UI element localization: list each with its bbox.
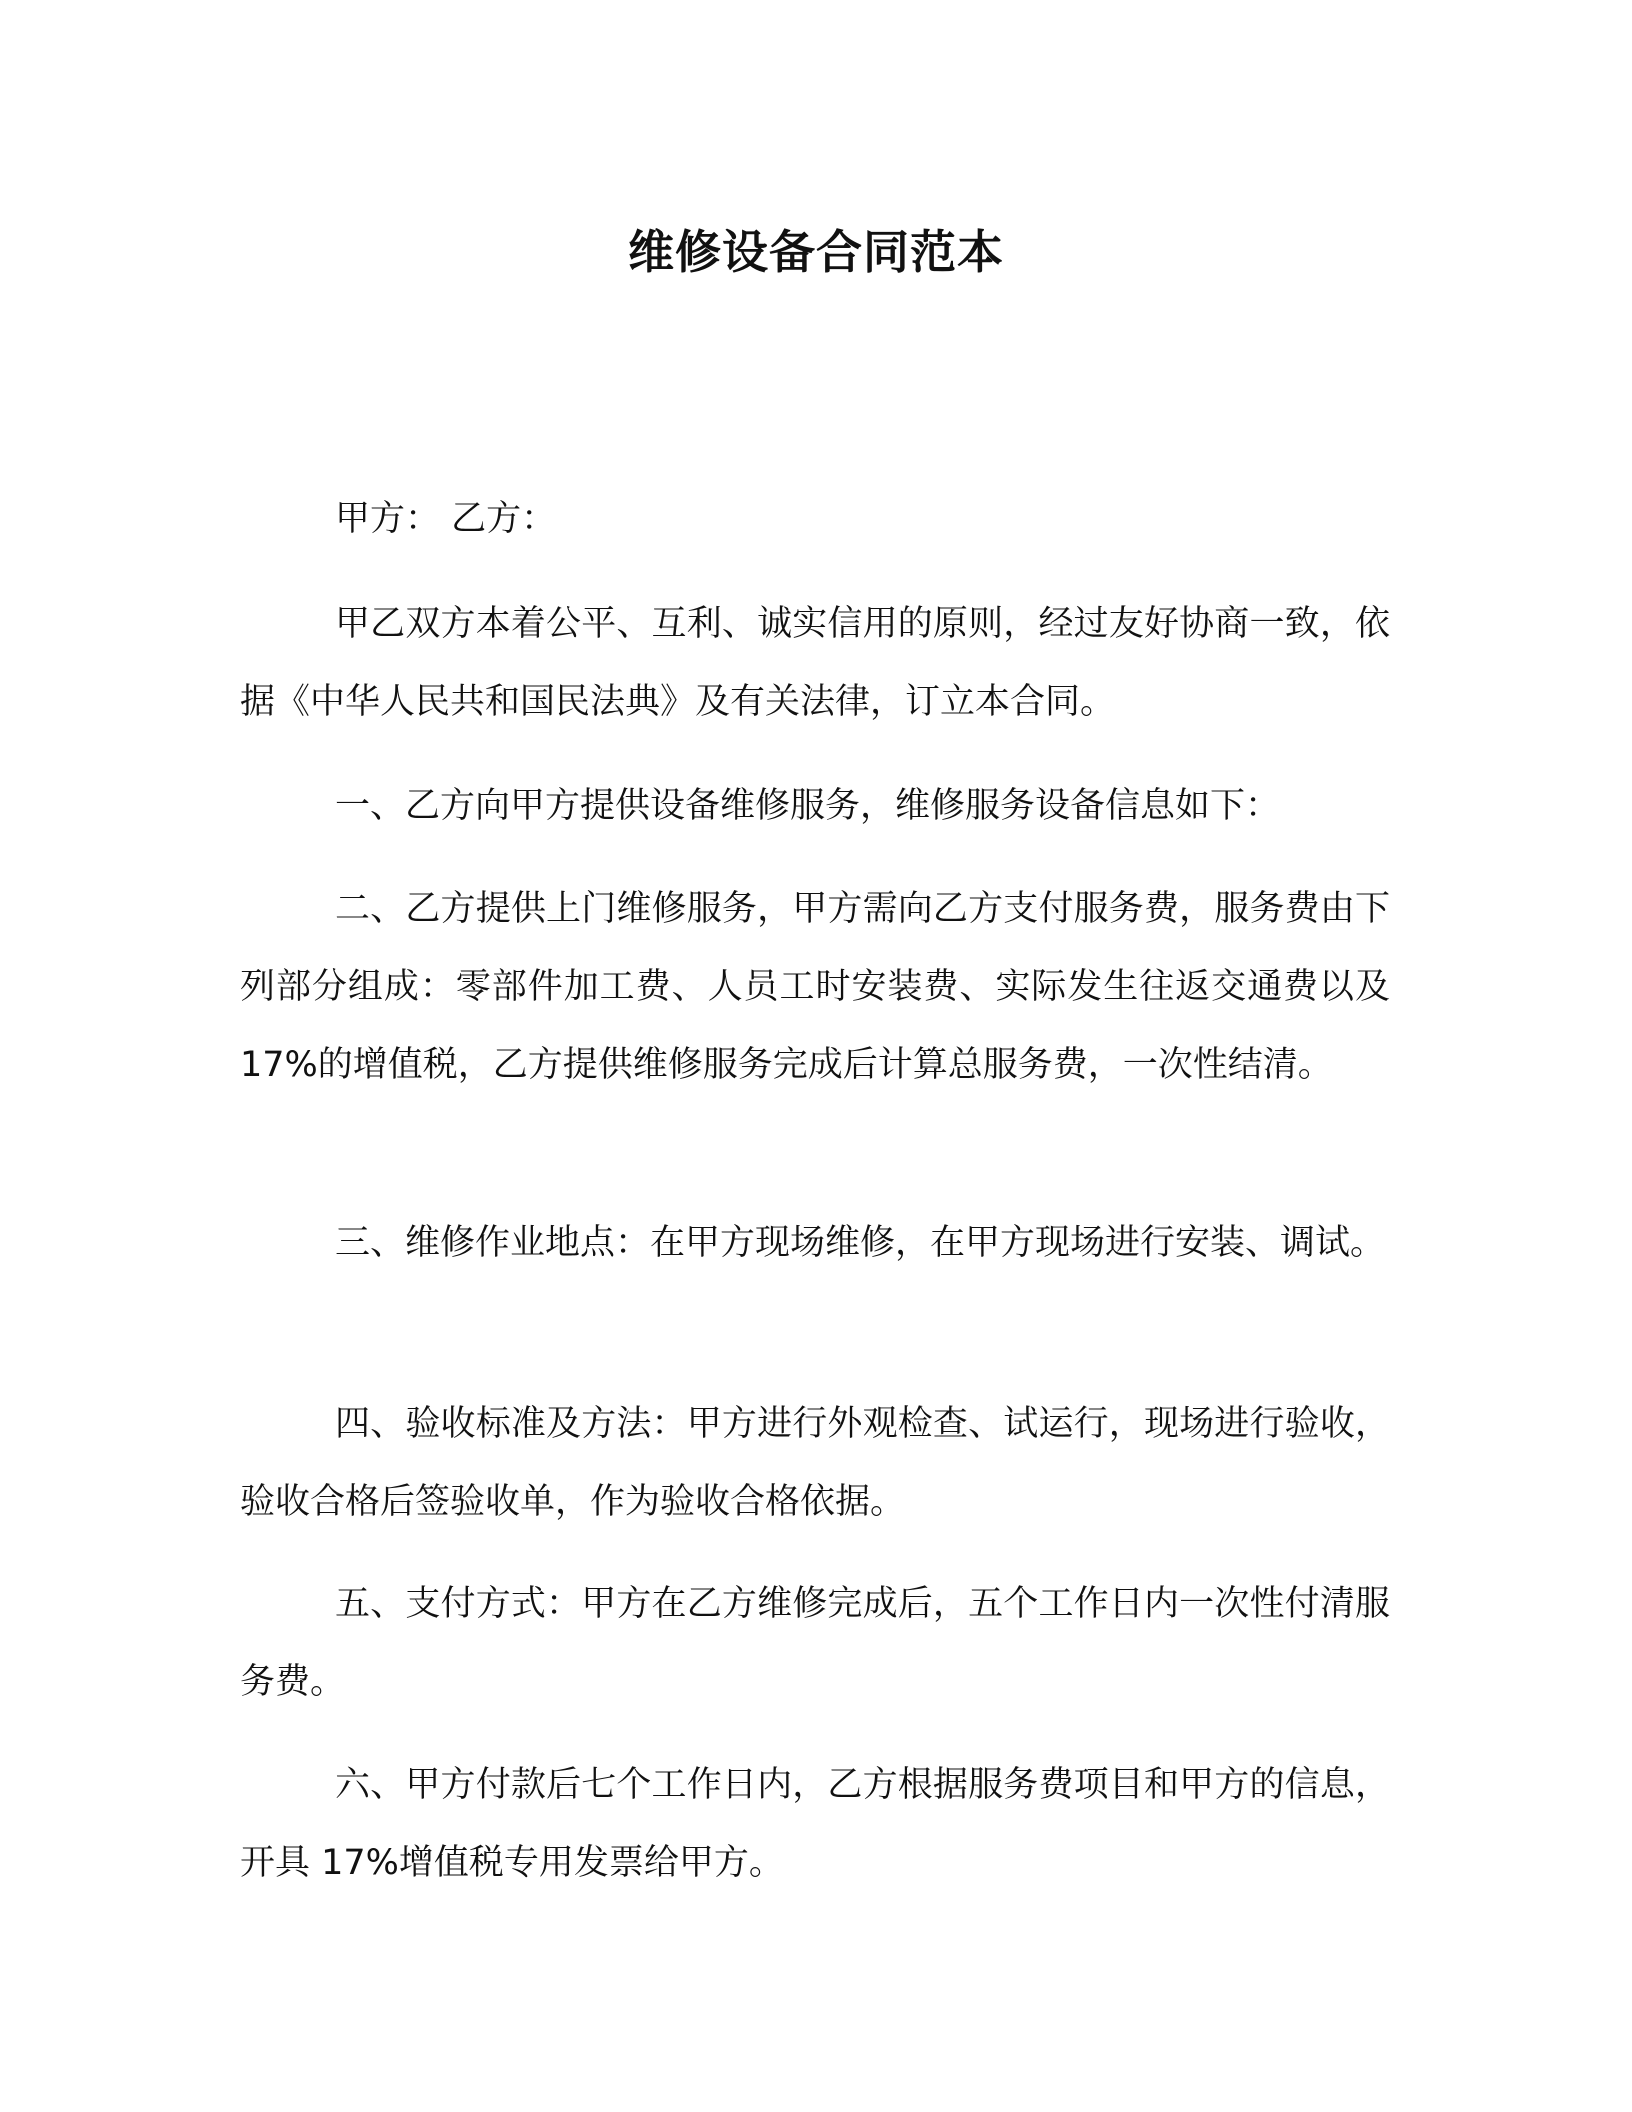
clause-2: 二、乙方提供上门维修服务，甲方需向乙方支付服务费，服务费由下列部分组成：零部件加工费、人员工时安装费、实际发生往返交通费以及 17%的增值税，乙方提供维修服务完成后计算总服务费，一次性结清。 — [240, 889, 1390, 1085]
intro-paragraph: 甲乙双方本着公平、互利、诚实信用的原则，经过友好协商一致，依据《中华人民共和国民法典》及有关法律，订立本合同。 — [240, 604, 1390, 722]
document-title: 维修设备合同范本 — [628, 225, 1004, 279]
clause-4-container — [240, 1385, 1390, 1541]
clause-4: 四、验收标准及方法：甲方进行外观检查、试运行，现场进行验收，验收合格后签验收单，作为验收合格依据。 — [240, 1404, 1390, 1522]
clause-1-container — [240, 767, 1390, 845]
clause-2-container — [240, 870, 1390, 1104]
clause-6: 六、甲方付款后七个工作日内，乙方根据服务费项目和甲方的信息，开具 17%增值税专用发票给甲方。 — [240, 1765, 1390, 1883]
clause-5-container — [240, 1565, 1390, 1721]
intro-paragraph-container — [240, 585, 1390, 741]
clause-1: 一、乙方向甲方提供设备维修服务，维修服务设备信息如下： — [335, 786, 1281, 826]
parties-line: 甲方： 乙方： — [335, 499, 557, 539]
parties-line-container — [240, 480, 1390, 558]
clause-5: 五、支付方式：甲方在乙方维修完成后，五个工作日内一次性付清服务费。 — [240, 1584, 1390, 1702]
clause-6-container — [240, 1746, 1390, 1902]
clause-3: 三、维修作业地点：在甲方现场维修，在甲方现场进行安装、调试。 — [335, 1223, 1386, 1263]
clause-3-container — [240, 1204, 1390, 1282]
